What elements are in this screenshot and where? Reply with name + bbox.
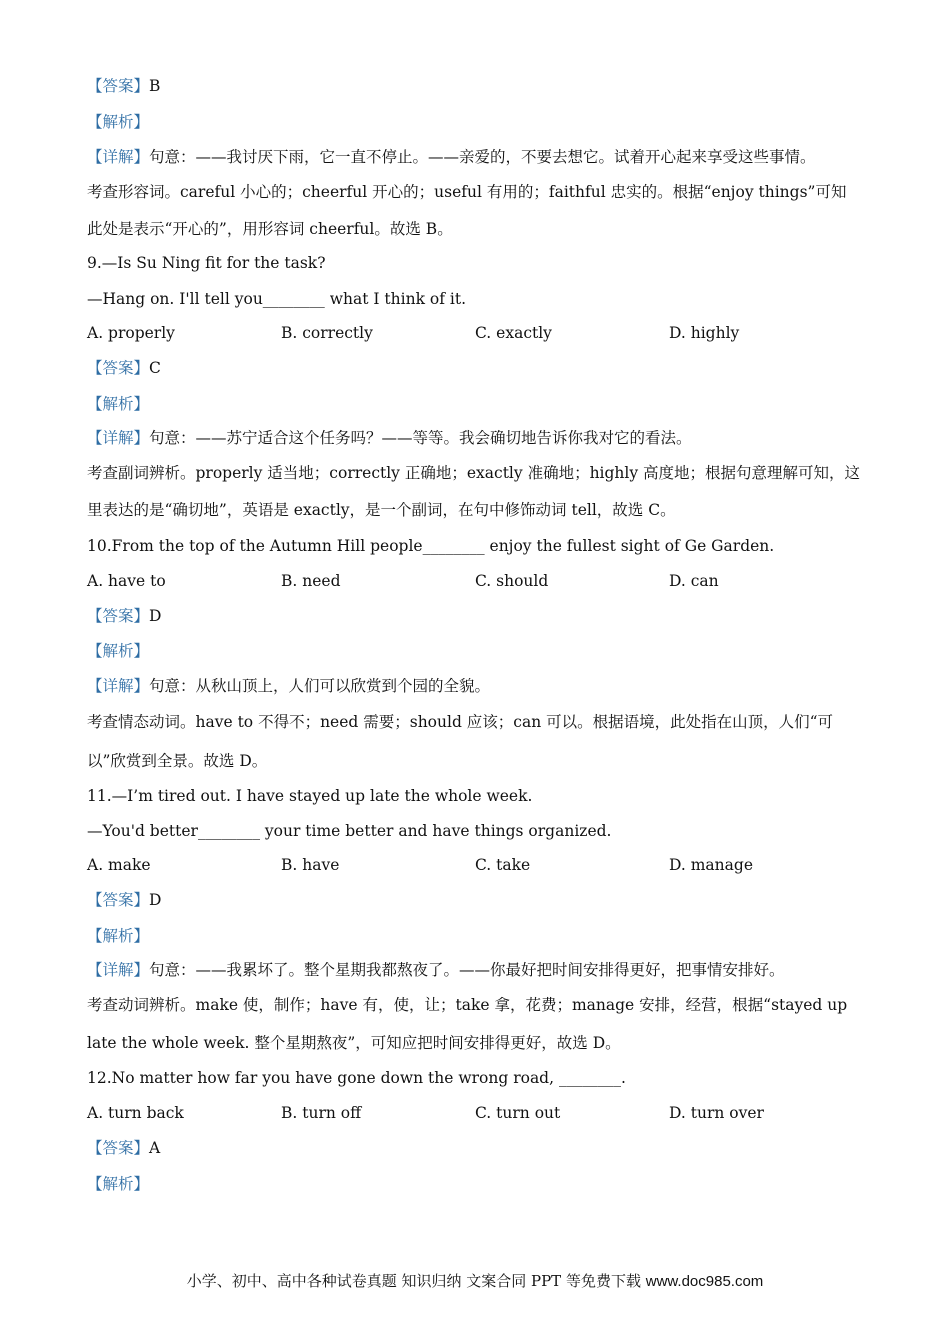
answer-value: A xyxy=(149,1139,161,1157)
question-text: 12.No matter how far you have gone down the wrong road, ________. xyxy=(87,1069,626,1087)
tag-label: 【解析】 xyxy=(87,113,150,131)
footer-url[interactable]: www.doc985.com xyxy=(645,1273,764,1290)
detail-text: 句意：——我讨厌下雨，它一直不停止。——亲爱的，不要去想它。试着开心起来享受这些事情。 xyxy=(149,148,816,166)
detail-explanation xyxy=(87,676,490,696)
option-d: D. highly xyxy=(669,324,740,342)
tag-label: 【答案】 xyxy=(87,1139,150,1157)
tag-label: 【答案】 xyxy=(87,891,150,909)
tag-label: 【答案】 xyxy=(87,77,150,95)
option-a: A. properly xyxy=(87,324,175,342)
option-b: B. correctly xyxy=(281,324,373,342)
tag-label: 【答案】 xyxy=(87,359,150,377)
question-text: 11.—I’m tired out. I have stayed up late the whole week. xyxy=(87,787,533,805)
analysis-tag xyxy=(87,394,149,414)
option-c: C. exactly xyxy=(475,324,552,342)
detail-explanation xyxy=(87,960,785,980)
analysis-tag xyxy=(87,112,149,132)
detail-text: 句意：——我累坏了。整个星期我都熬夜了。——你最好把时间安排得更好，把事情安排好。 xyxy=(149,961,785,979)
analysis-tag xyxy=(87,926,149,946)
tag-label: 【解析】 xyxy=(87,1175,150,1193)
footer-text: 小学、初中、高中各种试卷真题 知识归纳 文案合同 PPT 等免费下载 xyxy=(186,1272,646,1290)
option-a: A. have to xyxy=(87,572,166,590)
explanation-line: 此处是表示“开心的”，用形容词 cheerful。故选 B。 xyxy=(87,220,453,238)
detail-text: 句意：——苏宁适合这个任务吗？——等等。我会确切地告诉你我对它的看法。 xyxy=(149,429,692,447)
option-a: A. make xyxy=(87,856,151,874)
option-b: B. need xyxy=(281,572,341,590)
answer-tag xyxy=(87,606,161,626)
explanation-line: 考查副词辨析。properly 适当地；correctly 正确地；exactly 准确地；highly 高度地；根据句意理解可知，这 xyxy=(87,464,861,482)
detail-text: 句意：从秋山顶上，人们可以欣赏到个园的全貌。 xyxy=(149,677,491,695)
tag-label: 【解析】 xyxy=(87,395,150,413)
analysis-tag xyxy=(87,1174,149,1194)
option-c: C. should xyxy=(475,572,549,590)
option-b: B. turn off xyxy=(281,1104,362,1122)
question-text: 9.—Is Su Ning fit for the task? xyxy=(87,254,326,272)
explanation-line: 考查情态动词。have to 不得不；need 需要；should 应该；can 可以。根据语境，此处指在山顶，人们“可 xyxy=(87,713,834,731)
analysis-tag xyxy=(87,641,149,661)
tag-label: 【详解】 xyxy=(87,677,150,695)
tag-label: 【答案】 xyxy=(87,607,150,625)
tag-label: 【解析】 xyxy=(87,642,150,660)
tag-label: 【解析】 xyxy=(87,927,150,945)
answer-value: D xyxy=(149,891,162,909)
option-d: D. turn over xyxy=(669,1104,764,1122)
option-c: C. take xyxy=(475,856,531,874)
option-c: C. turn out xyxy=(475,1104,561,1122)
option-d: D. manage xyxy=(669,856,753,874)
question-text: 10.From the top of the Autumn Hill people________ enjoy the fullest sight of Ge Garden. xyxy=(87,537,775,555)
explanation-line: 考查动词辨析。make 使，制作；have 有，使，让；take 拿，花费；manage 安排，经营，根据“stayed up xyxy=(87,996,848,1014)
answer-value: D xyxy=(149,607,162,625)
explanation-line: late the whole week. 整个星期熬夜”，可知应把时间安排得更好，故选 D。 xyxy=(87,1034,621,1052)
answer-tag xyxy=(87,890,161,910)
explanation-line: 以”欣赏到全景。故选 D。 xyxy=(87,752,268,770)
answer-tag xyxy=(87,1138,160,1158)
answer-value: B xyxy=(149,77,161,95)
tag-label: 【详解】 xyxy=(87,429,150,447)
explanation-line: 里表达的是“确切地”，英语是 exactly，是一个副词，在句中修饰动词 tell，故选 C。 xyxy=(87,501,676,519)
answer-tag xyxy=(87,76,160,96)
question-text: —You'd better________ your time better and have things organized. xyxy=(87,822,612,840)
explanation-line: 考查形容词。careful 小心的；cheerful 开心的；useful 有用的；faithful 忠实的。根据“enjoy things”可知 xyxy=(87,183,847,201)
option-b: B. have xyxy=(281,856,340,874)
detail-explanation xyxy=(87,147,816,167)
question-text: —Hang on. I'll tell you________ what I think of it. xyxy=(87,290,467,308)
page-footer xyxy=(0,1270,950,1291)
tag-label: 【详解】 xyxy=(87,148,150,166)
detail-explanation xyxy=(87,428,692,448)
answer-value: C xyxy=(149,359,161,377)
option-d: D. can xyxy=(669,572,719,590)
option-a: A. turn back xyxy=(87,1104,184,1122)
answer-tag xyxy=(87,358,161,378)
tag-label: 【详解】 xyxy=(87,961,150,979)
